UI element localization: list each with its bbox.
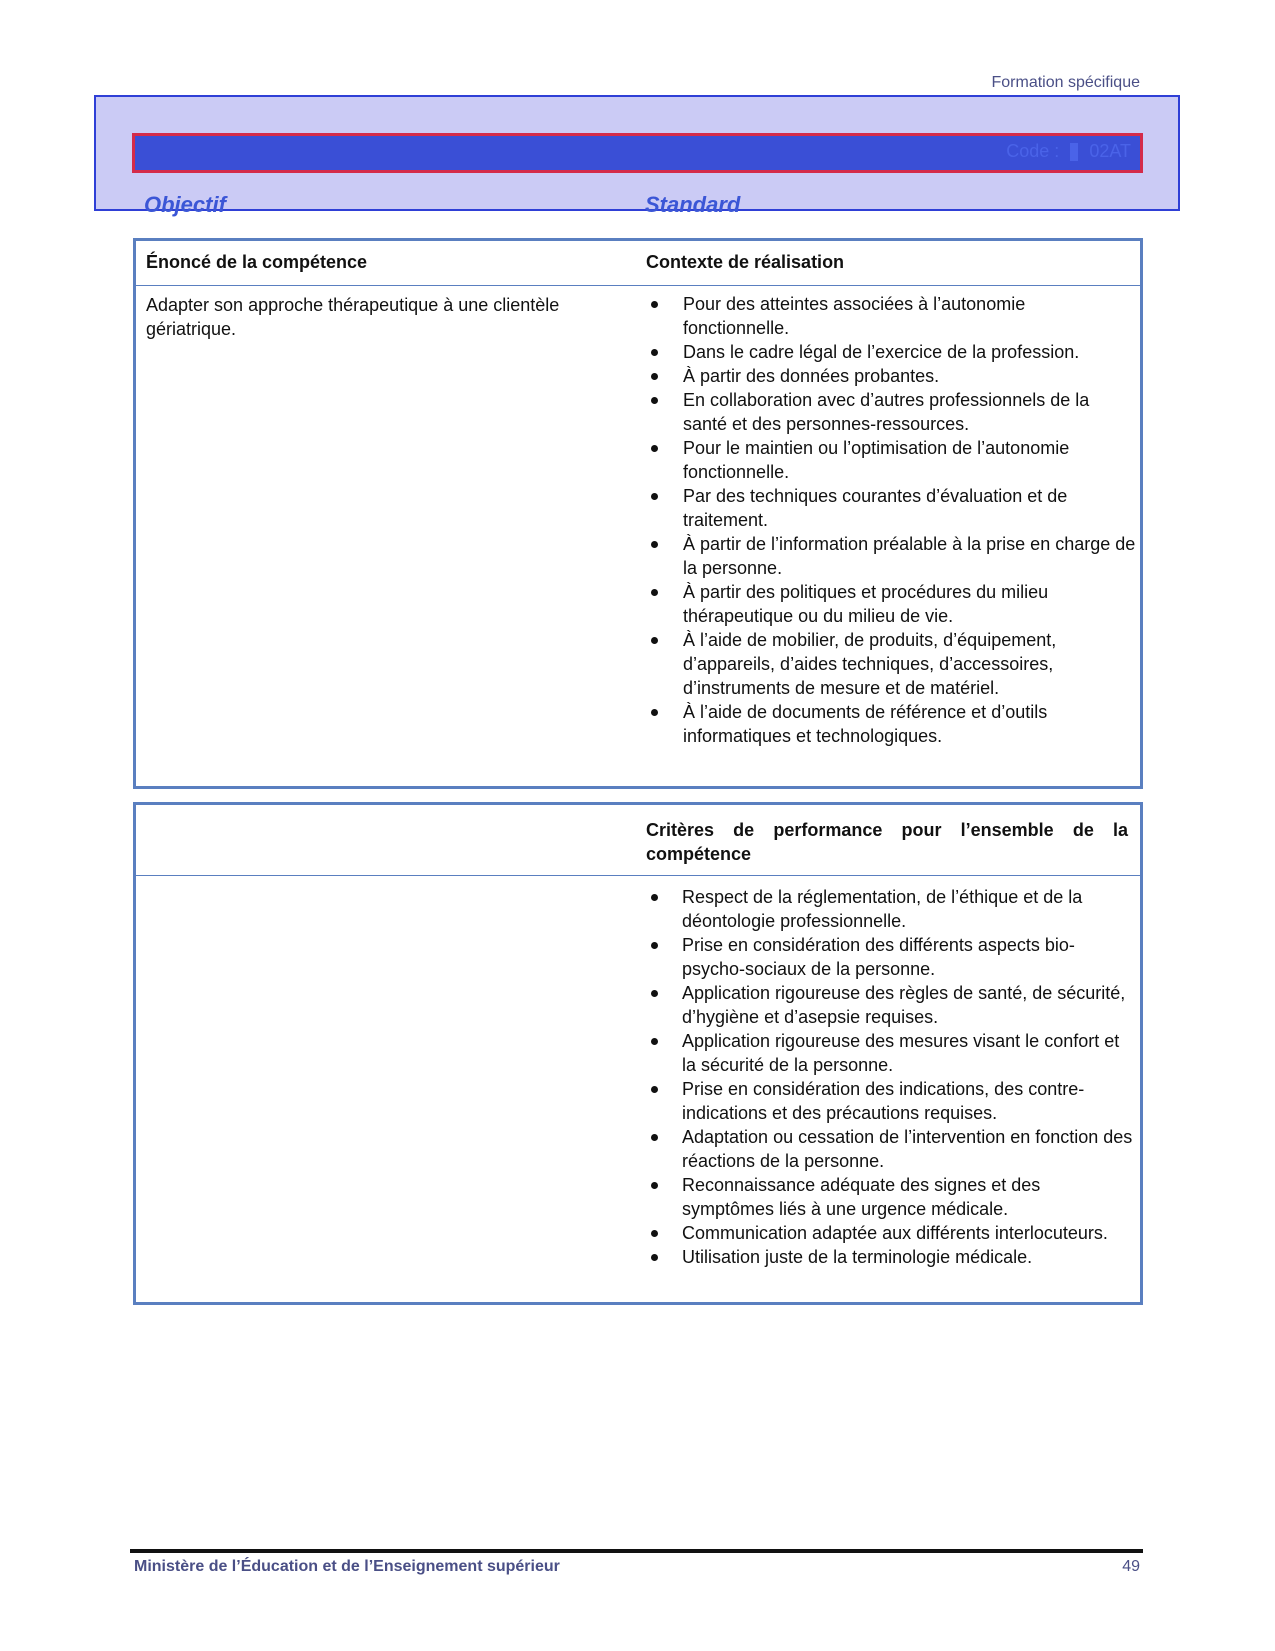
objective-heading: Objectif [144, 192, 226, 217]
competence-statement: Adapter son approche thérapeutique à une clientèle gériatrique. [146, 295, 560, 339]
criteria-table-header [136, 805, 1140, 876]
criteria-item: Communication adaptée aux différents interlocuteurs. [646, 1221, 1136, 1245]
competency-code [1003, 141, 1134, 162]
context-header: Contexte de réalisation [646, 252, 845, 272]
criteria-table [133, 802, 1143, 1305]
criteria-list [646, 885, 1136, 1269]
bullet-icon [651, 637, 658, 644]
footer-divider [130, 1549, 1143, 1553]
footer-ministry: Ministère de l’Éducation et de l’Enseignement supérieur [134, 1558, 560, 1575]
bullet-icon [651, 541, 658, 548]
bullet-icon [651, 1134, 658, 1141]
bullet-icon [651, 1182, 658, 1189]
standard-heading: Standard [645, 192, 741, 217]
bullet-icon [651, 1254, 658, 1261]
bullet-icon [651, 589, 658, 596]
bullet-icon [651, 709, 658, 716]
criteria-item: Respect de la réglementation, de l’éthique et de la déontologie professionnelle. [646, 885, 1136, 933]
bullet-icon [651, 1230, 658, 1237]
context-item: Pour des atteintes associées à l’autonomie fonctionnelle. [646, 292, 1136, 340]
criteria-item: Utilisation juste de la terminologie médicale. [646, 1245, 1136, 1269]
context-item: À l’aide de mobilier, de produits, d’équipement, d’appareils, d’aides techniques, d’accessoires, d’instruments de mesure et de matériel. [646, 628, 1136, 700]
criteria-item: Adaptation ou cessation de l’intervention en fonction des réactions de la personne. [646, 1125, 1136, 1173]
criteria-item: Application rigoureuse des mesures visant le confort et la sécurité de la personne. [646, 1029, 1136, 1077]
code-bar [132, 133, 1143, 173]
bullet-icon [651, 942, 658, 949]
criteria-item: Prise en considération des indications, des contre-indications et des précautions requises. [646, 1077, 1136, 1125]
code-label: Code : [1006, 141, 1060, 161]
bullet-icon [651, 373, 658, 380]
bullet-icon [651, 894, 658, 901]
competence-table-header [136, 241, 1140, 286]
program-label: Formation spécifique [991, 74, 1140, 91]
criteria-item: Prise en considération des différents aspects bio-psycho-sociaux de la personne. [646, 933, 1136, 981]
bullet-icon [651, 445, 658, 452]
criteria-item: Application rigoureuse des règles de santé, de sécurité, d’hygiène et d’asepsie requises. [646, 981, 1136, 1029]
context-item: À partir des politiques et procédures du milieu thérapeutique ou du milieu de vie. [646, 580, 1136, 628]
code-separator [1070, 143, 1078, 161]
context-item: À partir des données probantes. [646, 364, 1136, 388]
bullet-icon [651, 493, 658, 500]
context-item: Par des techniques courantes d’évaluation et de traitement. [646, 484, 1136, 532]
page-number: 49 [1122, 1558, 1140, 1575]
criteria-header: Critères de performance pour l’ensemble de la compétence [646, 820, 1128, 864]
bullet-icon [651, 1038, 658, 1045]
bullet-icon [651, 301, 658, 308]
code-value: 02AT [1089, 141, 1131, 161]
competence-table [133, 238, 1143, 789]
context-item: À l’aide de documents de référence et d’outils informatiques et technologiques. [646, 700, 1136, 748]
statement-header: Énoncé de la compétence [146, 252, 368, 272]
context-item: En collaboration avec d’autres professionnels de la santé et des personnes-ressources. [646, 388, 1136, 436]
context-list [646, 292, 1136, 748]
context-item: Pour le maintien ou l’optimisation de l’autonomie fonctionnelle. [646, 436, 1136, 484]
bullet-icon [651, 397, 658, 404]
bullet-icon [651, 990, 658, 997]
context-item: À partir de l’information préalable à la prise en charge de la personne. [646, 532, 1136, 580]
bullet-icon [651, 349, 658, 356]
context-item: Dans le cadre légal de l’exercice de la profession. [646, 340, 1136, 364]
bullet-icon [651, 1086, 658, 1093]
criteria-item: Reconnaissance adéquate des signes et des symptômes liés à une urgence médicale. [646, 1173, 1136, 1221]
